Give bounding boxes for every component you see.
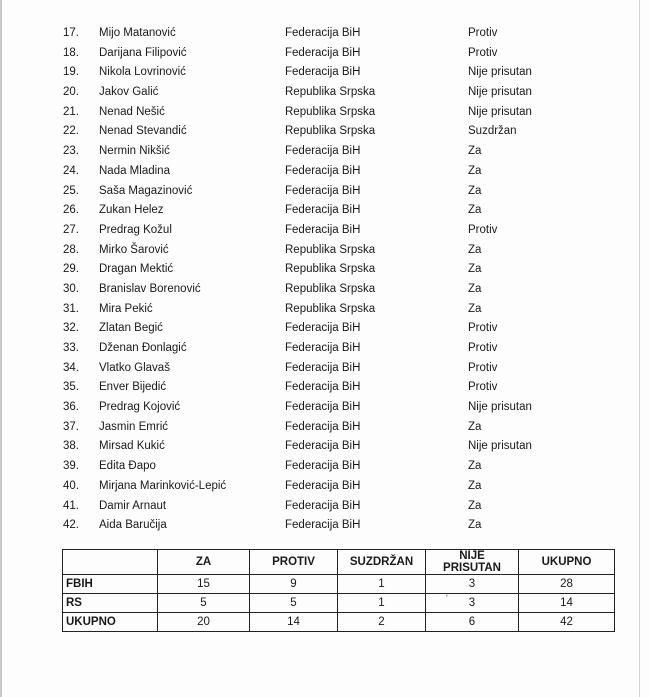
stray-mark: ' <box>446 593 448 603</box>
member-name: Mijo Matanović <box>99 27 176 39</box>
member-number: 25. <box>63 184 79 197</box>
summary-row-label: RS <box>63 594 158 613</box>
member-vote: Protiv <box>468 381 498 394</box>
member-entity: Federacija BiH <box>285 164 361 177</box>
vote-row <box>0 280 650 300</box>
member-name: Nada Mladina <box>99 164 170 177</box>
summary-header-protiv: PROTIV <box>250 550 338 575</box>
member-entity: Republika Srpska <box>285 105 376 118</box>
summary-cell-nije-prisutan: 6 <box>426 613 519 632</box>
member-entity: Federacija BiH <box>285 381 361 394</box>
member-entity: Republika Srpska <box>285 263 376 276</box>
member-name: Jakov Galić <box>99 86 159 99</box>
member-number: 34. <box>63 361 79 374</box>
member-entity: Federacija BiH <box>285 361 361 374</box>
member-number: 21. <box>63 105 79 118</box>
vote-row <box>0 241 650 261</box>
vote-row <box>0 142 650 162</box>
summary-row-fbih <box>63 575 615 594</box>
member-entity: Federacija BiH <box>285 223 361 236</box>
member-vote: Za <box>468 499 482 512</box>
summary-row-label: UKUPNO <box>63 613 158 632</box>
vote-row <box>0 44 650 64</box>
vote-row <box>0 437 650 457</box>
vote-row <box>0 201 650 221</box>
summary-header-za: ZA <box>158 550 250 575</box>
member-name: Mirsad Kukić <box>99 440 165 453</box>
summary-cell-ukupno: 28 <box>519 575 615 594</box>
member-name: Zlatan Begić <box>99 322 163 335</box>
member-entity: Republika Srpska <box>285 243 376 256</box>
member-name: Nikola Lovrinović <box>99 66 186 79</box>
member-number: 41. <box>63 499 79 512</box>
member-vote: Za <box>468 479 482 492</box>
summary-cell-protiv: 14 <box>250 613 338 632</box>
summary-cell-suzdrzan: 2 <box>338 613 426 632</box>
vote-row <box>0 418 650 438</box>
vote-row <box>0 63 650 83</box>
vote-list <box>0 24 650 536</box>
member-number: 29. <box>63 263 79 276</box>
vote-row <box>0 339 650 359</box>
member-name: Zukan Helez <box>99 204 164 217</box>
vote-row <box>0 477 650 497</box>
member-name: Jasmin Emrić <box>99 420 169 433</box>
member-name: Nenad Nešić <box>99 105 165 118</box>
member-vote: Za <box>468 460 482 473</box>
member-vote: Za <box>468 243 482 256</box>
summary-cell-suzdrzan: 1 <box>338 594 426 613</box>
member-vote: Za <box>468 302 482 315</box>
member-number: 42. <box>63 519 79 532</box>
member-vote: Nije prisutan <box>468 66 532 79</box>
member-number: 18. <box>63 46 79 59</box>
member-vote: Protiv <box>468 46 498 59</box>
member-vote: Za <box>468 164 482 177</box>
member-entity: Federacija BiH <box>285 27 361 39</box>
summary-row-ukupno <box>63 613 615 632</box>
member-vote: Za <box>468 204 482 217</box>
member-vote: Za <box>468 420 482 433</box>
member-name: Damir Arnaut <box>99 499 167 512</box>
vote-row <box>0 103 650 123</box>
member-number: 31. <box>63 302 79 315</box>
member-name: Predrag Kožul <box>99 223 172 236</box>
member-entity: Federacija BiH <box>285 66 361 79</box>
member-entity: Federacija BiH <box>285 401 361 414</box>
vote-row <box>0 162 650 182</box>
member-entity: Federacija BiH <box>285 204 361 217</box>
summary-cell-ukupno: 14 <box>519 594 615 613</box>
vote-row <box>0 359 650 379</box>
summary-cell-nije-prisutan: 3 <box>426 594 519 613</box>
vote-row <box>0 260 650 280</box>
summary-header-nije-prisutan: NIJE PRISUTAN <box>426 550 519 575</box>
member-entity: Republika Srpska <box>285 125 376 138</box>
member-vote: Za <box>468 263 482 276</box>
member-number: 17. <box>63 27 79 39</box>
member-number: 33. <box>63 342 79 354</box>
summary-header-ukupno: UKUPNO <box>519 550 615 575</box>
vote-row <box>0 516 650 536</box>
vote-row <box>0 24 650 44</box>
vote-row <box>0 122 650 142</box>
member-vote: Protiv <box>468 223 498 236</box>
member-entity: Federacija BiH <box>285 184 361 197</box>
member-name: Enver Bijedić <box>99 381 167 394</box>
member-name: Darijana Filipović <box>99 46 187 59</box>
member-vote: Protiv <box>468 27 498 39</box>
member-entity: Federacija BiH <box>285 46 361 59</box>
member-entity: Federacija BiH <box>285 440 361 453</box>
member-entity: Republika Srpska <box>285 282 376 295</box>
summary-cell-protiv: 5 <box>250 594 338 613</box>
vote-row <box>0 378 650 398</box>
member-number: 38. <box>63 440 79 453</box>
vote-row <box>0 182 650 202</box>
member-name: Vlatko Glavaš <box>99 361 170 374</box>
vote-row <box>0 497 650 517</box>
member-entity: Federacija BiH <box>285 479 361 492</box>
summary-cell-nije-prisutan: 3 <box>426 575 519 594</box>
member-number: 26. <box>63 204 79 217</box>
member-vote: Protiv <box>468 342 498 354</box>
member-name: Branislav Borenović <box>99 282 201 295</box>
member-name: Mirjana Marinković-Lepić <box>99 479 227 492</box>
member-name: Mirko Šarović <box>99 243 169 256</box>
member-entity: Republika Srpska <box>285 302 376 315</box>
member-entity: Federacija BiH <box>285 499 361 512</box>
member-entity: Federacija BiH <box>285 322 361 335</box>
member-vote: Nije prisutan <box>468 86 532 99</box>
member-vote: Protiv <box>468 361 498 374</box>
member-number: 28. <box>63 243 79 256</box>
member-entity: Federacija BiH <box>285 460 361 473</box>
member-name: Aida Baručija <box>99 519 167 532</box>
member-entity: Federacija BiH <box>285 519 361 532</box>
member-number: 22. <box>63 125 79 138</box>
vote-row <box>0 457 650 477</box>
vote-row <box>0 221 650 241</box>
member-vote: Nije prisutan <box>468 401 532 414</box>
member-entity: Republika Srpska <box>285 86 376 99</box>
member-number: 27. <box>63 223 79 236</box>
member-entity: Federacija BiH <box>285 420 361 433</box>
member-vote: Za <box>468 519 482 532</box>
member-name: Nenad Stevandić <box>99 125 187 138</box>
member-vote: Nije prisutan <box>468 105 532 118</box>
summary-header-corner <box>63 550 158 575</box>
vote-row <box>0 300 650 320</box>
member-number: 23. <box>63 145 79 158</box>
member-name: Mira Pekić <box>99 302 153 315</box>
member-number: 32. <box>63 322 79 335</box>
vote-row <box>0 398 650 418</box>
summary-cell-za: 20 <box>158 613 250 632</box>
member-vote: Nije prisutan <box>468 440 532 453</box>
member-vote: Za <box>468 282 482 295</box>
member-number: 39. <box>63 460 79 473</box>
member-number: 36. <box>63 401 79 414</box>
member-vote: Za <box>468 184 482 197</box>
member-number: 37. <box>63 420 79 433</box>
member-vote: Protiv <box>468 322 498 335</box>
member-vote: Suzdržan <box>468 125 517 138</box>
member-number: 24. <box>63 164 79 177</box>
member-name: Predrag Kojović <box>99 401 181 414</box>
member-number: 35. <box>63 381 79 394</box>
member-vote: Za <box>468 145 482 158</box>
summary-row-label: FBIH <box>63 575 158 594</box>
summary-cell-za: 15 <box>158 575 250 594</box>
summary-header-suzdrzan: SUZDRŽAN <box>338 550 426 575</box>
summary-row-rs <box>63 594 615 613</box>
member-entity: Federacija BiH <box>285 145 361 158</box>
vote-row <box>0 319 650 339</box>
summary-header-row <box>63 550 615 575</box>
member-number: 20. <box>63 86 79 99</box>
summary-table <box>62 549 615 632</box>
summary-cell-protiv: 9 <box>250 575 338 594</box>
summary-cell-suzdrzan: 1 <box>338 575 426 594</box>
member-name: Saša Magazinović <box>99 184 193 197</box>
member-number: 19. <box>63 66 79 79</box>
vote-row <box>0 83 650 103</box>
member-name: Dragan Mektić <box>99 263 174 276</box>
member-name: Edita Đapo <box>99 460 156 473</box>
summary-cell-ukupno: 42 <box>519 613 615 632</box>
member-entity: Federacija BiH <box>285 342 361 354</box>
member-number: 40. <box>63 479 79 492</box>
summary-cell-za: 5 <box>158 594 250 613</box>
member-name: Nermin Nikšić <box>99 145 170 158</box>
member-number: 30. <box>63 282 79 295</box>
member-name: Dženan Đonlagić <box>99 342 187 354</box>
